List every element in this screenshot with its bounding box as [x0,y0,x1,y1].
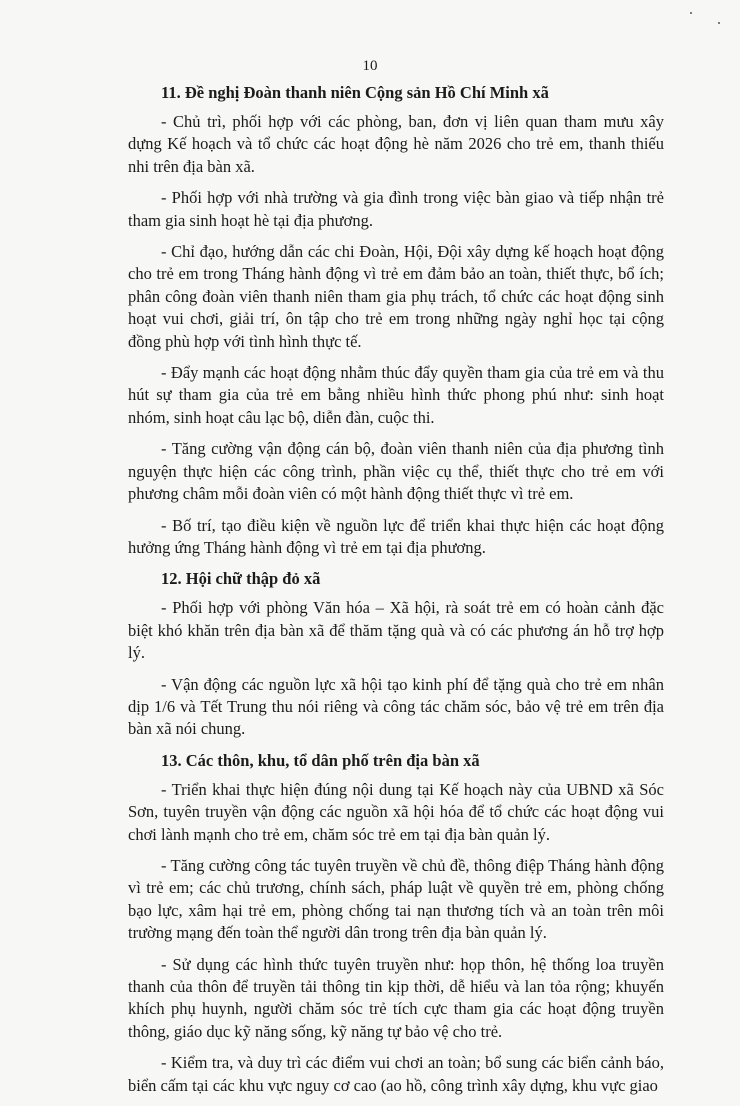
paragraph: - Kiểm tra, và duy trì các điểm vui chơi an toàn; bổ sung các biển cảnh báo, biển cấm tại các khu vực nguy cơ cao (ao hồ, công trình xây dựng, khu vực giao [128,1053,664,1095]
paragraph: - Tăng cường công tác tuyên truyền về chủ đề, thông điệp Tháng hành động vì trẻ em; các chủ trương, chính sách, pháp luật về quyền trẻ em, phòng chống bạo lực, xâm hại trẻ em, phòng chống tai nạn thương tích và an toàn trên môi trường mạng đến toàn thể người dân trong trên địa bàn quản lý. [128,855,664,943]
paragraph: - Phối hợp với nhà trường và gia đình trong việc bàn giao và tiếp nhận trẻ tham gia sinh hoạt hè tại địa phương. [128,188,664,230]
page-number: 10 [362,58,378,74]
section-heading-11: 11. Đề nghị Đoàn thanh niên Cộng sản Hồ Chí Minh xã [161,83,549,102]
paragraph: - Triển khai thực hiện đúng nội dung tại Kế hoạch này của UBND xã Sóc Sơn, tuyên truyền vận động các nguồn xã hội hóa để tổ chức các hoạt động vui chơi lành mạnh cho trẻ em, chăm sóc trẻ em tại địa bàn quản lý. [128,779,664,844]
paragraph: - Vận động các nguồn lực xã hội tạo kinh phí để tặng quà cho trẻ em nhân dịp 1/6 và Tết Trung thu nói riêng và công tác chăm sóc, bảo vệ trẻ em trên địa bàn xã nói chung. [128,674,664,739]
paragraph: - Đẩy mạnh các hoạt động nhằm thúc đẩy quyền tham gia của trẻ em và thu hút sự tham gia của trẻ em bằng nhiều hình thức phong phú như: sinh hoạt nhóm, sinh hoạt câu lạc bộ, diễn đàn, cuộc thi. [128,363,664,427]
paragraph: - Bố trí, tạo điều kiện về nguồn lực để triển khai thực hiện các hoạt động hưởng ứng Tháng hành động vì trẻ em tại địa phương. [128,515,664,557]
section-heading-12: 12. Hội chữ thập đỏ xã [161,569,321,589]
scan-speck [690,12,692,14]
paragraph: - Tăng cường vận động cán bộ, đoàn viên thanh niên của địa phương tình nguyện thực hiện các công trình, phần việc cụ thể, thiết thực cho trẻ em với phương châm mỗi đoàn viên có một hành động thiết thực vì trẻ em. [128,439,664,504]
paragraph: - Sử dụng các hình thức tuyên truyền như: họp thôn, hệ thống loa truyền thanh của thôn để truyền tải thông tin kịp thời, dễ hiểu và lan tỏa rộng; khuyến khích phụ huynh, người chăm sóc trẻ tích cực tham gia các hoạt động truyền thông, giáo dục kỹ năng sống, kỹ năng tự bảo vệ cho trẻ. [128,954,664,1041]
document-body [128,82,664,1106]
paragraph: - Phối hợp với phòng Văn hóa – Xã hội, rà soát trẻ em có hoàn cảnh đặc biệt khó khăn trên địa bàn xã để thăm tặng quà và có các phương án hỗ trợ hợp lý. [128,598,664,663]
paragraph: - Chỉ đạo, hướng dẫn các chi Đoàn, Hội, Đội xây dựng kế hoạch hoạt động cho trẻ em trong Tháng hành động vì trẻ em đảm bảo an toàn, thiết thực, bổ ích; phân công đoàn viên thanh niên tham gia phụ trách, tổ chức các hoạt động sinh hoạt vui chơi, giải trí, ôn tập cho trẻ em trong những ngày nghỉ học tại cộng đồng phù hợp với tình hình thực tế. [128,242,664,351]
section-heading-13: 13. Các thôn, khu, tổ dân phố trên địa bàn xã [161,750,480,770]
scan-speck [718,22,720,24]
paragraph: - Chủ trì, phối hợp với các phòng, ban, đơn vị liên quan tham mưu xây dựng Kế hoạch và tổ chức các hoạt động hè năm 2026 cho trẻ em, thanh thiếu nhi trên địa bàn xã. [128,112,664,176]
